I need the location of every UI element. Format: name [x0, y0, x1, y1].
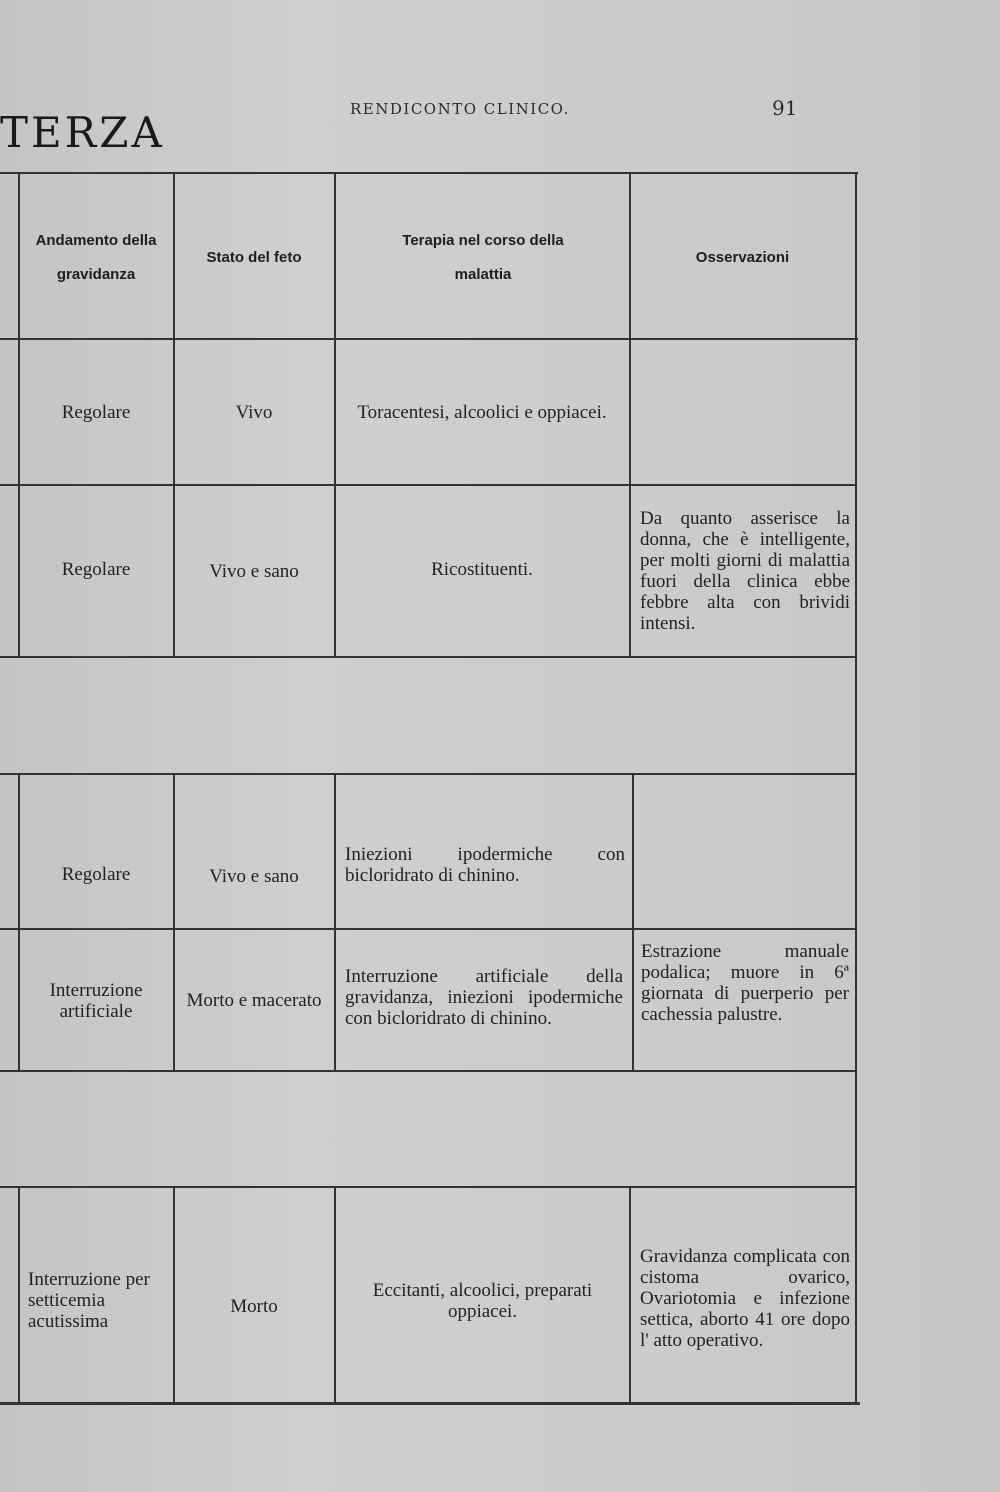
- row5-andamento: Interruzione per setticemia acutissima: [28, 1268, 150, 1332]
- header-osservazioni: Osservazioni: [695, 249, 790, 266]
- row5-osservazioni: Gravidanza complicata con cistoma ovarico, Ovariotomia e infezione settica, aborto 41 ore dopo l' atto operativo.: [640, 1245, 850, 1351]
- row-rule: [0, 1070, 856, 1072]
- row3-stato-feto: Vivo e sano: [209, 865, 299, 887]
- column-rule: [334, 773, 336, 1070]
- column-rule: [173, 773, 175, 1070]
- row-rule: [0, 773, 856, 775]
- row1-andamento: Regolare: [61, 401, 131, 423]
- row-rule: [0, 484, 856, 486]
- row2-osservazioni: Da quanto asserisce la donna, che è intelligente, per molti giorni di malattia fuori della clinica ebbe febbre alta con brividi intensi.: [640, 508, 850, 634]
- row5-terapia: Eccitanti, alcoolici, preparati oppiacei.: [372, 1280, 593, 1322]
- row1-osservazioni: [630, 398, 855, 426]
- row2-stato-feto: Vivo e sano: [209, 560, 299, 582]
- table-bottom-rule: [0, 1402, 860, 1405]
- row4-stato-feto: Morto e macerato: [186, 989, 322, 1011]
- row2-terapia: Ricostituenti.: [431, 558, 533, 580]
- running-head: RENDICONTO CLINICO.: [350, 100, 570, 118]
- row2-andamento: Regolare: [61, 558, 131, 580]
- section-title: TERZA: [0, 108, 165, 157]
- header-stato-feto: Stato del feto: [206, 249, 302, 266]
- column-rule: [629, 1186, 631, 1404]
- row1-stato-feto: Vivo: [235, 401, 273, 423]
- column-rule: [18, 1186, 20, 1404]
- table-right-border: [855, 172, 857, 1404]
- row4-andamento: Interruzione artificiale: [49, 980, 143, 1022]
- row5-stato-feto: Morto: [230, 1295, 278, 1317]
- row-rule: [0, 656, 856, 658]
- table-top-rule: [0, 172, 858, 174]
- row4-terapia: Interruzione artificiale della gravidanza, iniezioni ipodermiche con bicloridrato di chinino.: [345, 965, 623, 1029]
- column-rule: [632, 773, 634, 1070]
- header-terapia: Terapia nel corso della malattia: [402, 232, 564, 283]
- header-andamento: Andamento della gravidanza: [35, 232, 157, 283]
- row4-osservazioni: Estrazione manuale podalica; muore in 6ª giornata di puerperio per cachessia palustre.: [641, 941, 849, 1025]
- page-number: 91: [772, 96, 798, 120]
- column-rule: [334, 1186, 336, 1404]
- row3-terapia: Iniezioni ipodermiche con bicloridrato di chinino.: [345, 844, 625, 886]
- column-rule: [18, 773, 20, 1070]
- header-bottom-rule: [0, 338, 858, 340]
- row-rule: [0, 1186, 856, 1188]
- row-rule: [0, 928, 856, 930]
- row3-andamento: Regolare: [61, 863, 131, 885]
- row3-osservazioni: [633, 860, 855, 888]
- row1-terapia: Toracentesi, alcoolici e oppiacei.: [357, 401, 607, 423]
